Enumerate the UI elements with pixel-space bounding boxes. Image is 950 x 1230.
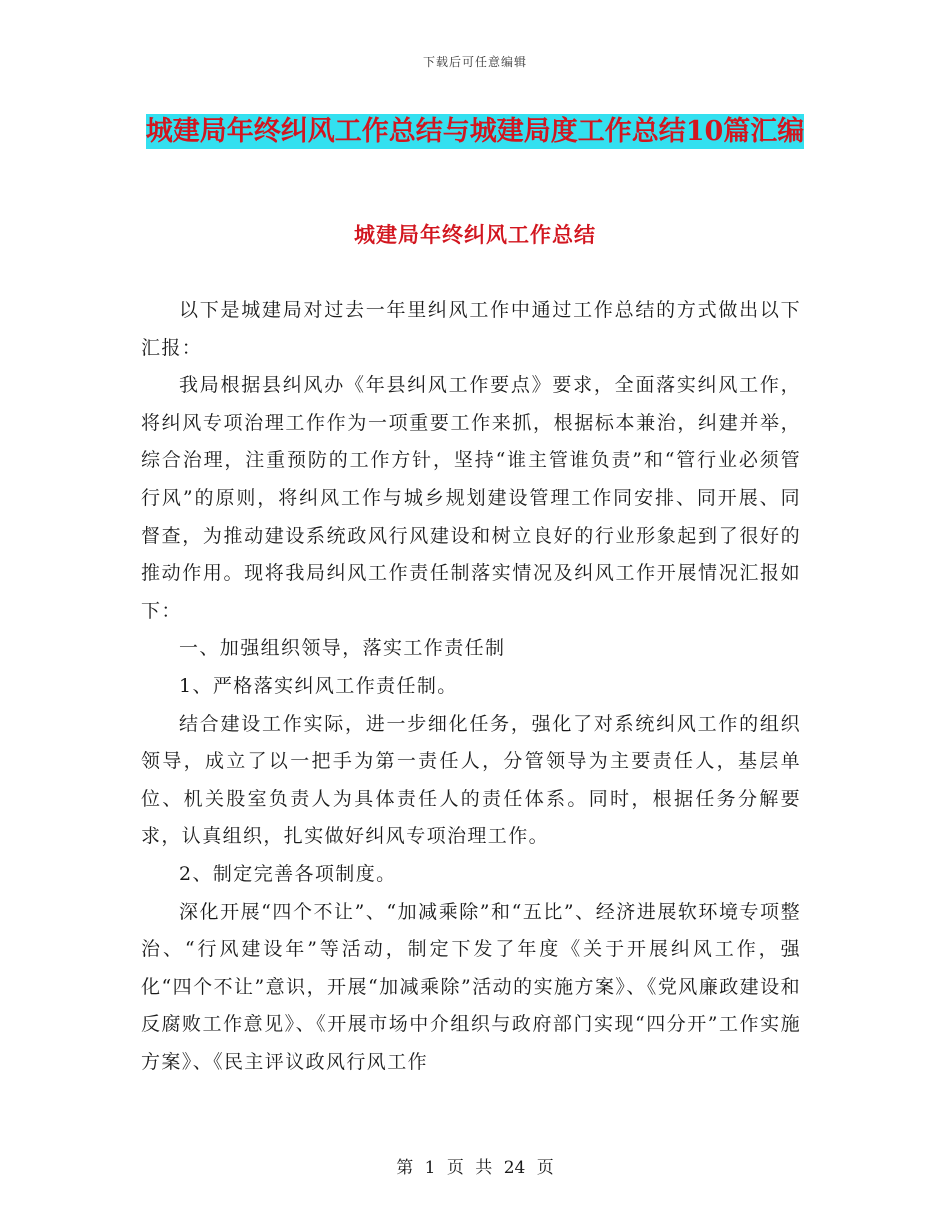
subheading-systems: 2、制定完善各项制度。 [179,862,397,885]
heading-organization: 一、加强组织领导，落实工作责任制 [179,637,506,660]
paragraph-systems: 深化开展“四个不让”、“加减乘除”和“五比”、经济进展软环境专项整治、“行风建设年”等活动，制定下发了年度《关于开展纠风工作，强化“四个不让”意识，开展“加减乘除”活动的实施方案》、《党风廉政建设和反腐败工作意见》、《开展市场中介组织与政府部门实现“四分开”工作实施方案》、《民主评议政风行风工作 [141,900,801,1073]
paragraph-overview: 我局根据县纠风办《年县纠风工作要点》要求，全面落实纠风工作，将纠风专项治理工作作为一项重要工作来抓，根据标本兼治，纠建并举，综合治理，注重预防的工作方针，坚持“谁主管谁负责”和“管行业必须管行风”的原则，将纠风工作与城乡规划建设管理工作同安排、同开展、同督查，为推动建设系统政风行风建设和树立良好的行业形象起到了很好的推动作用。现将我局纠风工作责任制落实情况及纠风工作开展情况汇报如下： [141,374,801,622]
paragraph-intro: 以下是城建局对过去一年里纠风工作中通过工作总结的方式做出以下汇报： [141,299,801,359]
subheading-responsibility: 1、严格落实纠风工作责任制。 [179,674,458,697]
page-footer: 第 1 页 共 24 页 [396,1158,554,1178]
header-note: 下载后可任意编辑 [422,55,527,69]
paragraph-responsibility: 结合建设工作实际，进一步细化任务，强化了对系统纠风工作的组织领导，成立了以一把手为第一责任人，分管领导为主要责任人，基层单位、机关股室负责人为具体责任人的责任体系。同时，根据任务分解要求，认真组织，扎实做好纠风专项治理工作。 [141,712,801,848]
document-body [141,292,801,1081]
document-title-text: 城建局年终纠风工作总结与城建局度工作总结10篇汇编 [145,116,805,147]
section-title: 城建局年终纠风工作总结 [354,222,596,247]
document-title [140,108,810,156]
